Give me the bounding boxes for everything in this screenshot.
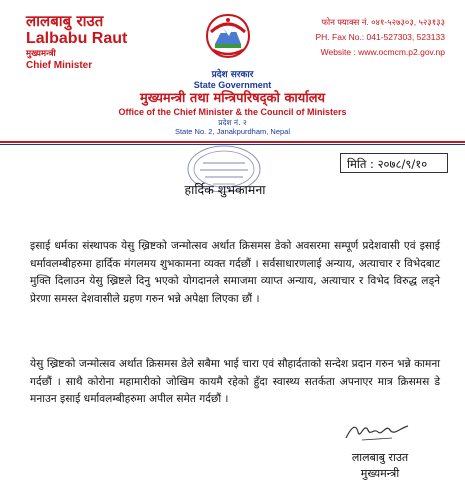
letter-date: मिति : २०७८/९/१० [340, 153, 448, 173]
handwritten-signature-icon [342, 418, 412, 446]
office-title-devanagari: मुख्यमन्त्री तथा मन्त्रिपरिषद्को कार्यालय [139, 91, 326, 106]
contact-website: Website : www.ocmcm.p2.gov.np [320, 47, 445, 57]
sender-name-devanagari: लालबाबु राउत [26, 12, 104, 30]
contact-block [275, 15, 445, 60]
nepal-emblem-icon [203, 12, 253, 60]
sender-title-devanagari: मुख्यमन्त्री [26, 49, 56, 59]
state-government-english: State Government [193, 80, 272, 90]
contact-fax: PH. Fax No.: 041-527303, 523133 [315, 32, 445, 42]
state-number-devanagari: प्रदेश नं. २ [218, 118, 247, 127]
sender-block [26, 12, 166, 72]
office-title-english: Office of the Chief Minister & the Council of Ministers [118, 107, 347, 117]
body-paragraph-2: येसु ख्रिष्टको जन्मोत्सव अर्थात क्रिसमस डेले सबैमा भाई चारा एवं सौहार्दताको सन्देश प्रदान गरुन भन्ने कामना गर्दछौं । साथै कोरोना महामारीको जोखिम कायमै रहेको हुँदा स्वास्थ्य सतर्कता अपनाएर मात्र क्रिसमस डे मनाउन इसाई धर्मावलम्बीहरुमा अपील समेत गर्दछौं । [30, 358, 440, 405]
office-address-english: State No. 2, Janakpurdham, Nepal [174, 127, 291, 136]
body-paragraph-1: इसाई धर्मका संस्थापक येसु ख्रिष्टको जन्मोत्सव अर्थात क्रिसमस डेको अवसरमा सम्पूर्ण प्रदेशवासी एवं इसाई धर्मावलम्बीहरुमा हार्दिक मंगलमय शुभकामना व्यक्त गर्दछौं । सर्वसाधारणलाई अन्याय, अत्याचार र विभेदबाट मुक्ति दिलाउन येसु ख्रिष्टले दिनु भएको योगदानले समाजमा व्याप्त अन्याय, अत्याचार र विभेद विरुद्ध लड्ने प्रेरणा समस्त देशवासीले ग्रहण गरुन भन्ने अपेक्षा लिएका छौं । [30, 240, 440, 305]
signatory-name: लालबाबु राउत [351, 451, 409, 464]
province-devanagari: प्रदेश सरकार [211, 70, 254, 80]
sender-name-english: Lalbabu Raut [26, 30, 128, 47]
sender-title-english: Chief Minister [26, 60, 93, 71]
signatory-title: मुख्यमन्त्री [360, 467, 400, 480]
greeting-heading: हार्दिक शुभकामना [184, 182, 266, 197]
contact-phone: फोन फ्याक्स नं. ०४१-५२७३०३, ५२३१३३ [321, 17, 445, 27]
